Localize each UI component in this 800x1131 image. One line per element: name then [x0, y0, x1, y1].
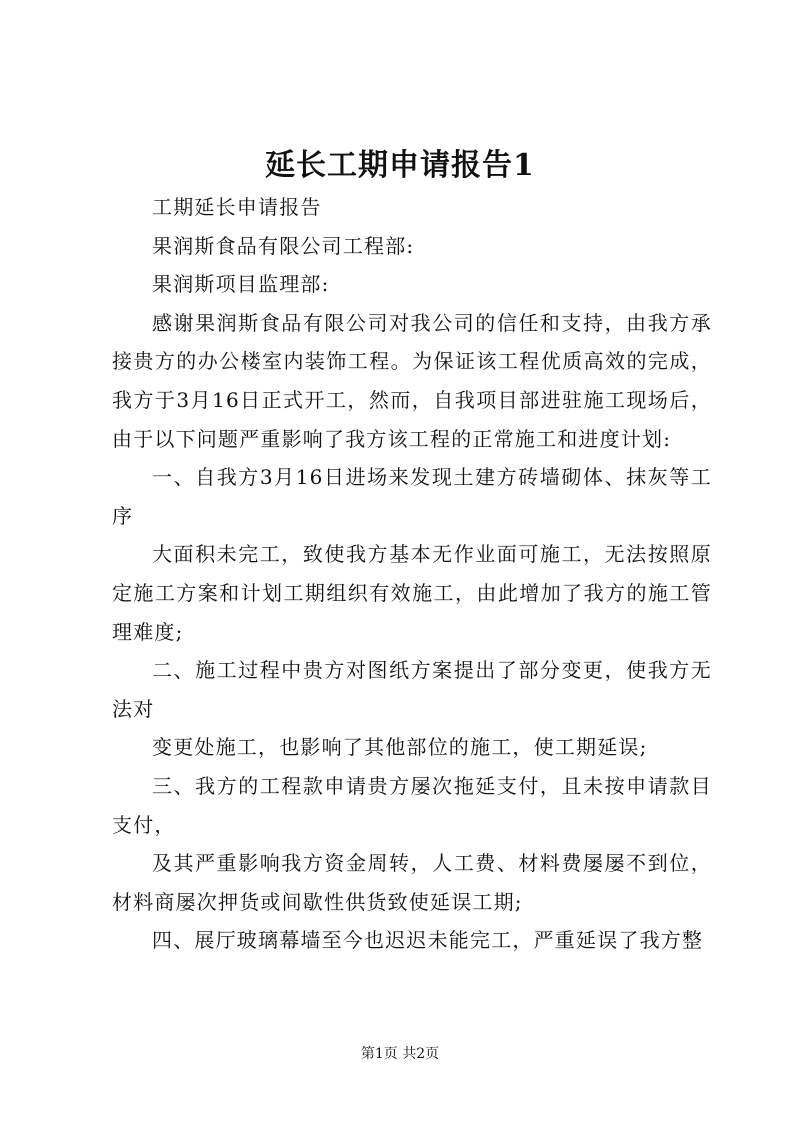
paragraph-intro: 感谢果润斯食品有限公司对我公司的信任和支持，由我方承接贵方的办公楼室内装饰工程。为保证该工程优质高效的完成，我方于3月16日正式开工，然而，自我项目部进驻施工现场后，由于以下问题严重影响了我方该工程的正常施工和进度计划:: [112, 310, 712, 451]
paragraph-issue-2-cont: 变更处施工，也影响了其他部位的施工，使工期延误;: [152, 735, 648, 760]
document-title: 延长工期申请报告1: [265, 148, 535, 183]
page-footer: 第1页 共2页: [360, 1046, 440, 1062]
paragraph-issue-1: 一、自我方3月16日进场来发现土建方砖墙砌体、抹灰等工序: [112, 465, 712, 528]
paragraph-heading: 工期延长申请报告: [152, 195, 322, 219]
paragraph-recipient-engineering: 果润斯食品有限公司工程部:: [152, 233, 415, 258]
paragraph-issue-2: 二、施工过程中贵方对图纸方案提出了部分变更，使我方无法对: [112, 658, 712, 721]
paragraph-issue-3-cont: 及其严重影响我方资金周转，人工费、材料费屡屡不到位，材料商屡次押货或间歇性供货致使延误工期;: [112, 851, 712, 914]
paragraph-issue-3: 三、我方的工程款申请贵方屡次拖延支付，且未按申请款目支付，: [112, 773, 712, 837]
paragraph-issue-4: 四、展厅玻璃幕墙至今也迟迟未能完工，严重延误了我方整: [152, 928, 704, 953]
document-body: [112, 188, 712, 960]
paragraph-recipient-supervision: 果润斯项目监理部:: [152, 272, 330, 297]
paragraph-issue-1-cont: 大面积未完工，致使我方基本无作业面可施工，无法按照原定施工方案和计划工期组织有效施工，由此增加了我方的施工管理难度;: [112, 542, 712, 644]
